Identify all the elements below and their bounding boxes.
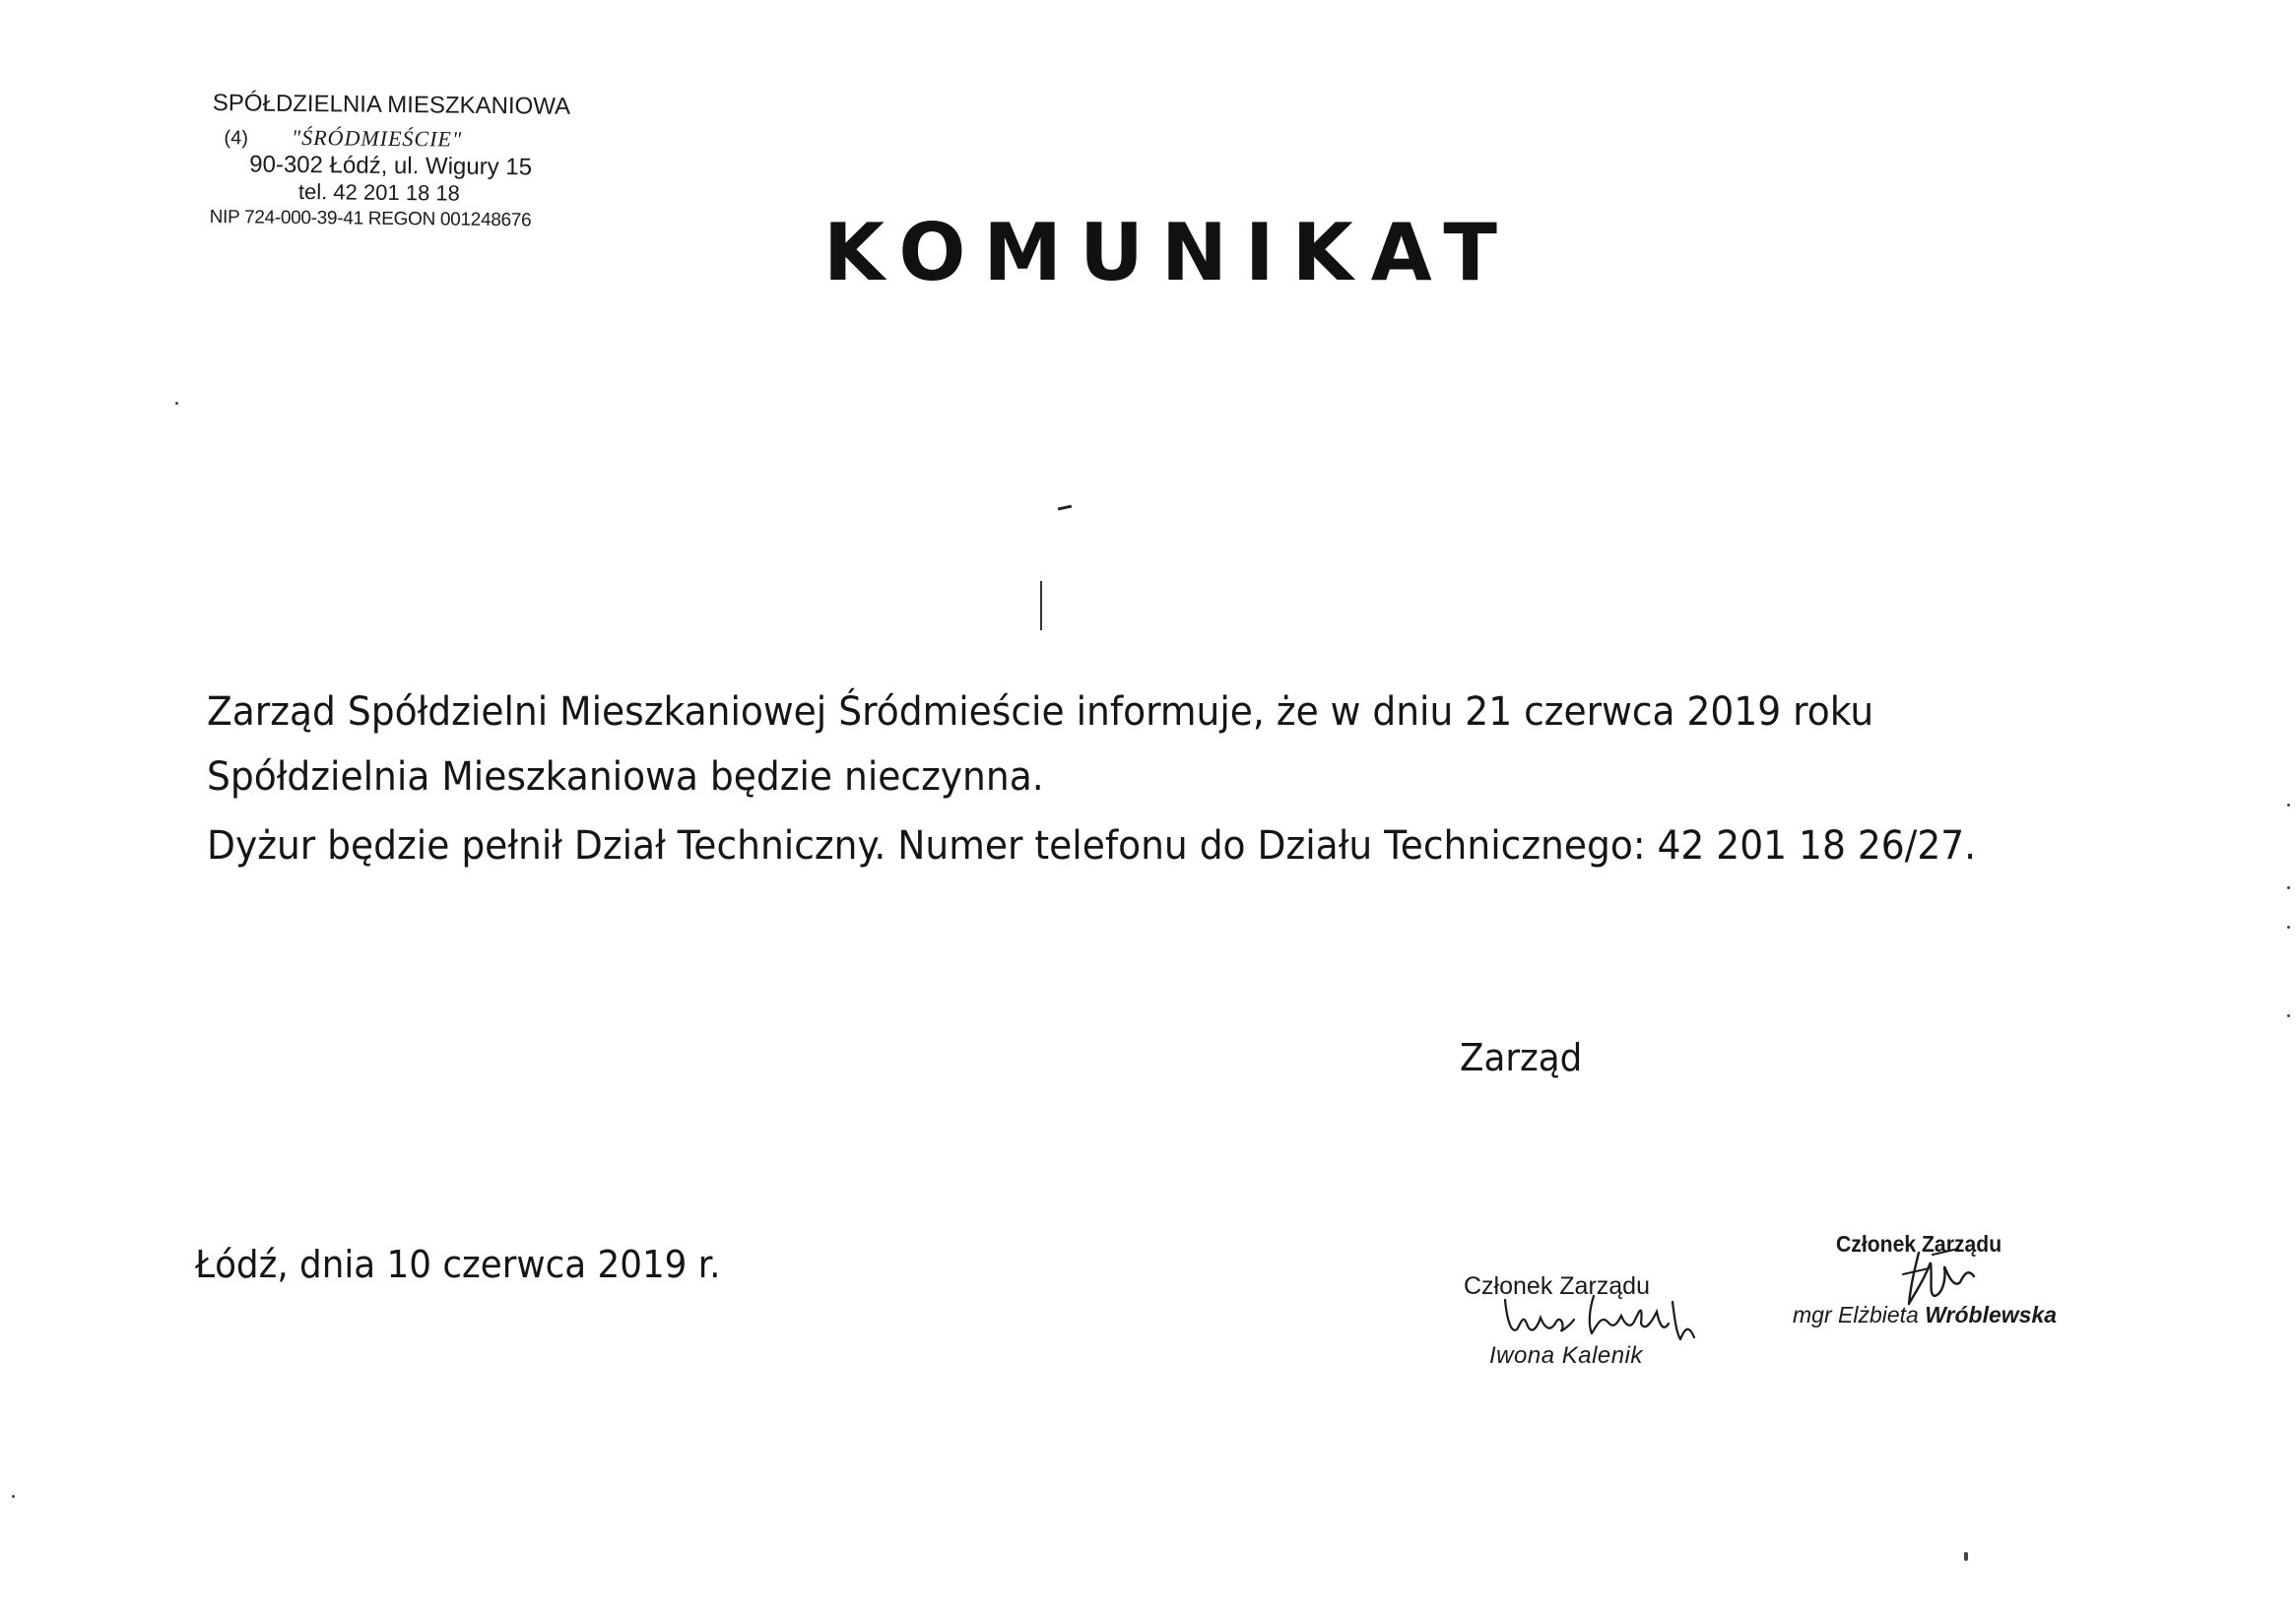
scan-dot [2287, 1014, 2290, 1017]
stamp-tax-ids: NIP 724-000-39-41 REGON 001248676 [209, 207, 532, 231]
signature-2-surname: Wróblewska [1925, 1302, 2058, 1328]
scan-dot [2287, 926, 2290, 929]
signature-2-first-name: Elżbieta [1838, 1302, 1919, 1328]
stamp-branch [224, 124, 462, 154]
scan-mark [1058, 505, 1072, 511]
scan-dot [2287, 886, 2290, 889]
stamp-company-name: SPÓŁDZIELNIA MIESZKANIOWA [212, 90, 571, 120]
handwritten-signature-1 [1499, 1294, 1706, 1345]
scan-dot [1964, 1552, 1968, 1561]
announcement-line-1: Zarząd Spółdzielni Mieszkaniowej Śródmieście informuje, że w dniu 21 czerwca 2019 roku [207, 689, 1874, 735]
stamp-phone: tel. 42 201 18 18 [297, 178, 460, 206]
scan-dot [2287, 804, 2290, 807]
scan-dot [12, 1495, 15, 1498]
document-title: KOMUNIKAT [823, 207, 1515, 298]
stamp-branch-number: (4) [224, 127, 249, 150]
announcement-line-2: Spółdzielnia Mieszkaniowa będzie nieczynna. [207, 754, 1044, 800]
signature-1-role: Członek Zarządu [1464, 1272, 1650, 1300]
announcement-line-3: Dyżur będzie pełnił Dział Techniczny. Numer telefonu do Działu Technicznego: 42 201 18 26/27. [207, 823, 1977, 869]
signature-block-1 [1464, 1272, 1720, 1381]
company-stamp [209, 90, 603, 231]
signature-1-name: Iwona Kalenik [1489, 1342, 1643, 1369]
signature-block-2 [1793, 1225, 2108, 1343]
signoff-board: Zarząd [1460, 1036, 1583, 1079]
signature-2-name [1793, 1302, 2057, 1328]
stamp-branch-name: "ŚRÓDMIEŚCIE" [291, 124, 463, 152]
stamp-address: 90-302 Łódź, ul. Wigury 15 [249, 151, 533, 181]
signature-2-title: mgr [1793, 1302, 1832, 1328]
signature-2-role: Członek Zarządu [1836, 1231, 2002, 1257]
scan-line [1040, 581, 1042, 630]
scan-dot [175, 402, 178, 405]
place-and-date: Łódź, dnia 10 czerwca 2019 r. [195, 1243, 721, 1286]
